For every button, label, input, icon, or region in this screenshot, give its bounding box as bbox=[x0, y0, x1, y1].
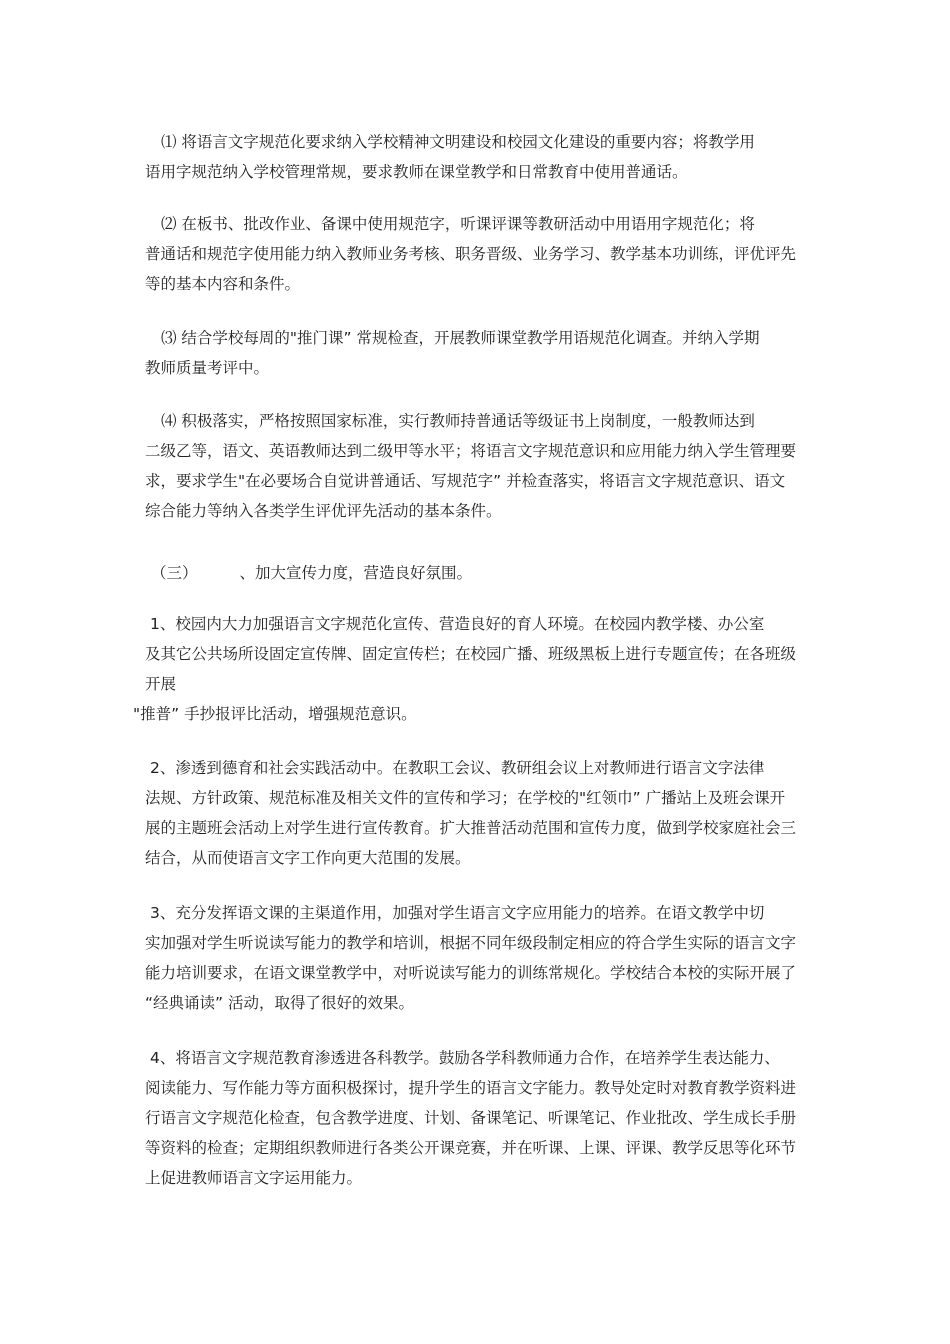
text-line: ⑷ 积极落实，严格按照国家标准，实行教师持普通话等级证书上岗制度，一般教师达到 bbox=[161, 412, 755, 430]
text-line: 等的基本内容和条件。 bbox=[145, 275, 301, 293]
text-line: 展的主题班会活动上对学生进行宣传教育。扩大推普活动范围和宣传力度，做到学校家庭社会三 bbox=[145, 819, 797, 837]
text-line: 3、充分发挥语文课的主渠道作用，加强对学生语言文字应用能力的培养。在语文教学中切 bbox=[150, 904, 765, 922]
paragraph-item-4 bbox=[145, 1043, 810, 1193]
text-line: "推普” 手抄报评比活动，增强规范意识。 bbox=[133, 705, 417, 723]
text-line: 等资料的检查；定期组织教师进行各类公开课竞赛，并在听课、上课、评课、教学反思等化环节 bbox=[145, 1139, 797, 1157]
paragraph-3 bbox=[145, 323, 810, 383]
text-line: 实加强对学生听说读写能力的教学和培训，根据不同年级段制定相应的符合学生实际的语言文字 bbox=[145, 934, 797, 952]
text-line: 二级乙等，语文、英语教师达到二级甲等水平；将语言文字规范意识和应用能力纳入学生管理要 bbox=[145, 442, 797, 460]
text-line: 教师质量考评中。 bbox=[145, 359, 270, 377]
text-line: 语用字规范纳入学校管理常规，要求教师在课堂教学和日常教育中使用普通话。 bbox=[145, 163, 688, 181]
text-line: 能力培训要求，在语文课堂教学中，对听说读写能力的训练常规化。学校结合本校的实际开展了 bbox=[145, 964, 797, 982]
text-line: 上促进教师语言文字运用能力。 bbox=[145, 1169, 363, 1187]
text-line: ⑴ 将语言文字规范化要求纳入学校精神文明建设和校园文化建设的重要内容；将教学用 bbox=[161, 133, 755, 151]
paragraph-2 bbox=[145, 209, 810, 299]
section-title: 、加大宣传力度，营造良好氛围。 bbox=[239, 564, 473, 582]
text-line: 行语言文字规范化检查，包含教学进度、计划、备课笔记、听课笔记、作业批改、学生成长手册 bbox=[145, 1109, 797, 1127]
text-line: ⑶ 结合学校每周的"推门课” 常规检查，开展教师课堂教学用语规范化调查。并纳入学期 bbox=[161, 329, 760, 347]
paragraph-1 bbox=[145, 127, 810, 187]
text-line: 法规、方针政策、规范标准及相关文件的宣传和学习；在学校的"红领巾” 广播站上及班会课开 bbox=[145, 789, 786, 807]
paragraph-4 bbox=[145, 406, 810, 526]
text-line: 开展 bbox=[145, 675, 177, 693]
text-line: 阅读能力、写作能力等方面积极探讨，提升学生的语言文字能力。教导处定时对教育教学资料进 bbox=[145, 1079, 797, 1097]
section-heading bbox=[145, 558, 810, 588]
text-line: “经典诵读” 活动，取得了很好的效果。 bbox=[145, 994, 414, 1012]
text-line: 2、渗透到德育和社会实践活动中。在教职工会议、教研组会议上对教师进行语言文字法律 bbox=[150, 759, 765, 777]
text-line: 1、校园内大力加强语言文字规范化宣传、营造良好的育人环境。在校园内教学楼、办公室 bbox=[150, 615, 765, 633]
text-line: 4、将语言文字规范教育渗透进各科教学。鼓励各学科教师通力合作，在培养学生表达能力、 bbox=[150, 1049, 780, 1067]
text-line: 结合，从而使语言文字工作向更大范围的发展。 bbox=[145, 849, 471, 867]
paragraph-item-3 bbox=[145, 898, 810, 1018]
text-line: 普通话和规范字使用能力纳入教师业务考核、职务晋级、业务学习、教学基本功训练，评优评先 bbox=[145, 245, 797, 263]
text-line: 综合能力等纳入各类学生评优评先活动的基本条件。 bbox=[145, 502, 502, 520]
text-line: ⑵ 在板书、批改作业、备课中使用规范字，听课评课等教研活动中用语用字规范化；将 bbox=[161, 215, 755, 233]
paragraph-item-2 bbox=[145, 753, 810, 873]
text-line: 求，要求学生"在必要场合自觉讲普通话、写规范字” 并检查落实，将语言文字规范意识、语文 bbox=[145, 472, 786, 490]
section-number: （三） bbox=[151, 564, 198, 582]
text-line: 及其它公共场所设固定宣传牌、固定宣传栏；在校园广播、班级黑板上进行专题宣传；在各班级 bbox=[145, 645, 797, 663]
text-line bbox=[145, 558, 810, 588]
paragraph-item-1 bbox=[133, 609, 810, 729]
